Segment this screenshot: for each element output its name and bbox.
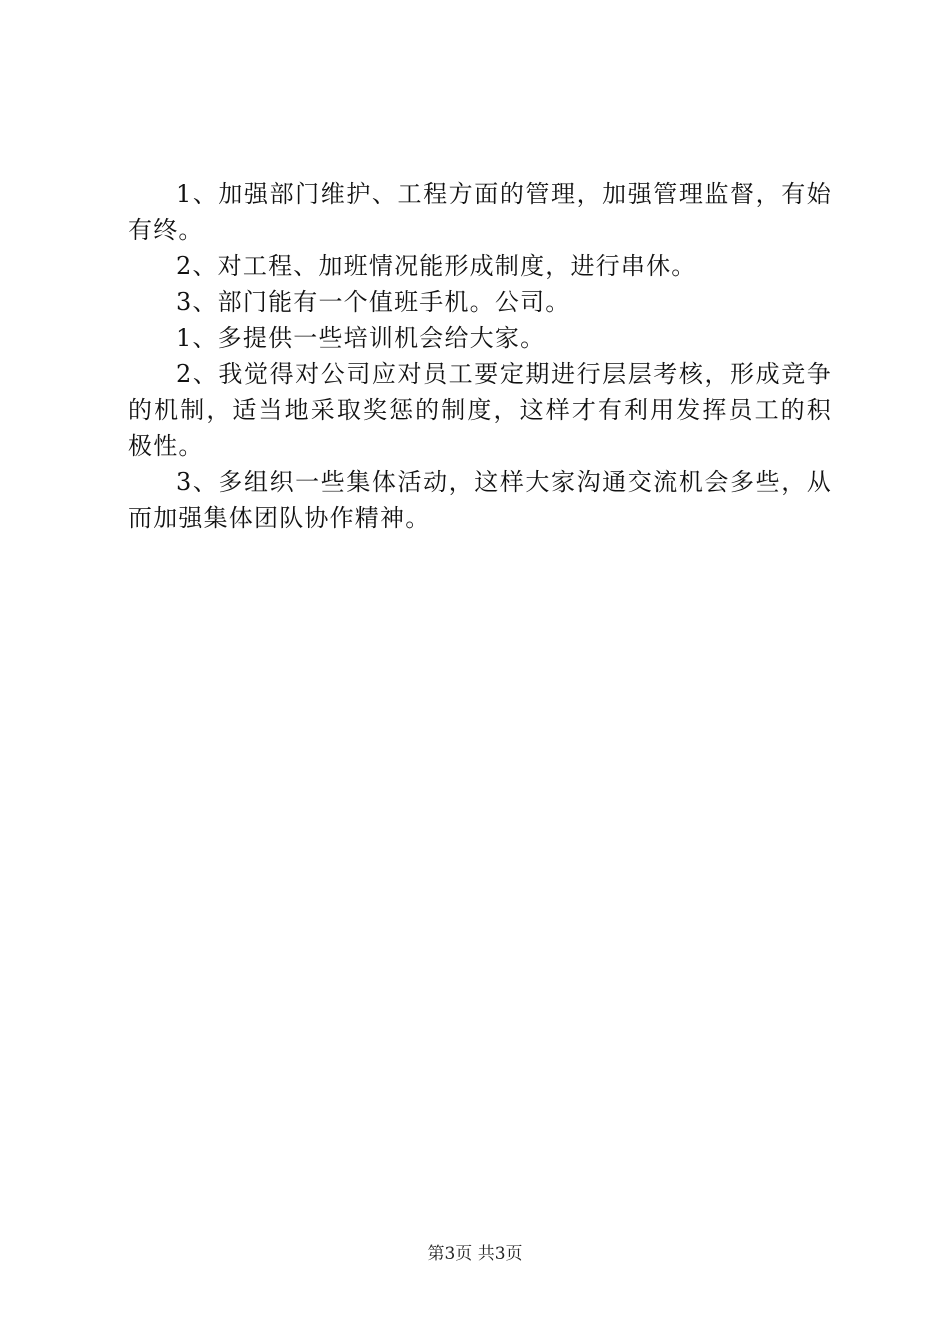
paragraph-1: 1、加强部门维护、工程方面的管理，加强管理监督，有始有终。 xyxy=(128,180,832,244)
paragraph-3: 3、部门能有一个值班手机。公司。 xyxy=(176,288,571,316)
paragraph-2: 2、对工程、加班情况能形成制度，进行串休。 xyxy=(176,252,697,280)
paragraph-5: 2、我觉得对公司应对员工要定期进行层层考核，形成竞争的机制，适当地采取奖惩的制度，这样才有利用发挥员工的积极性。 xyxy=(128,360,832,460)
page-footer: 第3页 共3页 xyxy=(427,1244,523,1264)
document-body xyxy=(128,176,832,536)
paragraph-6: 3、多组织一些集体活动，这样大家沟通交流机会多些，从而加强集体团队协作精神。 xyxy=(128,468,832,532)
paragraph-4: 1、多提供一些培训机会给大家。 xyxy=(176,324,546,352)
